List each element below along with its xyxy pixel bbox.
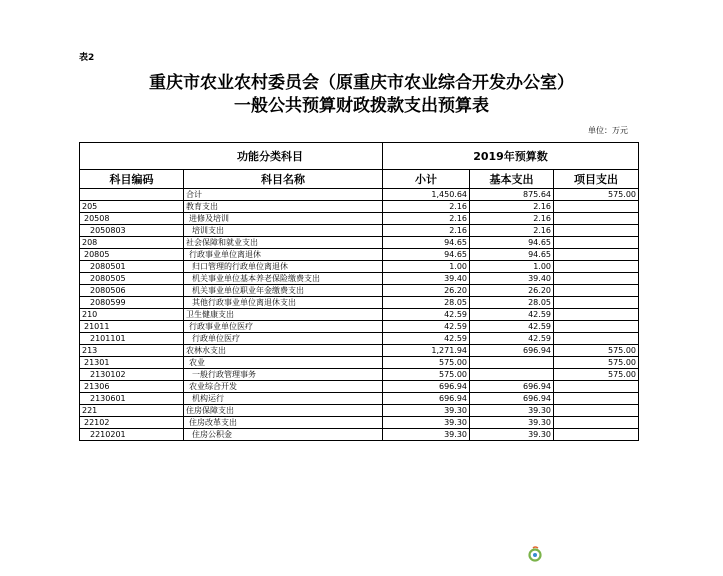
row-name: 社会保障和就业支出 xyxy=(184,237,383,249)
row-code: 210 xyxy=(80,309,184,321)
table-row xyxy=(80,237,639,249)
row-project: 575.00 xyxy=(554,369,639,381)
row-project xyxy=(554,321,639,333)
row-subtotal: 2.16 xyxy=(383,225,470,237)
row-name: 归口管理的行政单位离退休 xyxy=(184,261,383,273)
table-row xyxy=(80,261,639,273)
row-code: 2080505 xyxy=(80,273,184,285)
row-project xyxy=(554,261,639,273)
row-project xyxy=(554,201,639,213)
header-basic: 基本支出 xyxy=(470,170,554,189)
row-basic: 42.59 xyxy=(470,309,554,321)
table-row xyxy=(80,333,639,345)
row-basic: 696.94 xyxy=(470,393,554,405)
table-row xyxy=(80,309,639,321)
row-code: 208 xyxy=(80,237,184,249)
row-name: 其他行政事业单位离退休支出 xyxy=(184,297,383,309)
row-basic: 28.05 xyxy=(470,297,554,309)
row-subtotal: 94.65 xyxy=(383,249,470,261)
row-subtotal: 1,450.64 xyxy=(383,189,470,201)
row-project xyxy=(554,309,639,321)
row-subtotal: 28.05 xyxy=(383,297,470,309)
row-code: 22102 xyxy=(80,417,184,429)
row-subtotal: 575.00 xyxy=(383,369,470,381)
row-basic xyxy=(470,357,554,369)
row-code xyxy=(80,189,184,201)
title-line-1: 重庆市农业农村委员会（原重庆市农业综合开发办公室） xyxy=(149,73,574,93)
row-subtotal: 39.40 xyxy=(383,273,470,285)
row-subtotal: 575.00 xyxy=(383,357,470,369)
row-project: 575.00 xyxy=(554,357,639,369)
row-name: 一般行政管理事务 xyxy=(184,369,383,381)
row-basic: 39.30 xyxy=(470,405,554,417)
row-subtotal: 42.59 xyxy=(383,309,470,321)
row-subtotal: 1,271.94 xyxy=(383,345,470,357)
table-row xyxy=(80,297,639,309)
row-basic: 2.16 xyxy=(470,213,554,225)
row-subtotal: 26.20 xyxy=(383,285,470,297)
row-project xyxy=(554,417,639,429)
row-name: 行政事业单位离退休 xyxy=(184,249,383,261)
row-name: 住房公积金 xyxy=(184,429,383,441)
row-project: 575.00 xyxy=(554,345,639,357)
row-basic: 39.40 xyxy=(470,273,554,285)
row-subtotal: 39.30 xyxy=(383,429,470,441)
row-basic: 39.30 xyxy=(470,417,554,429)
row-code: 21301 xyxy=(80,357,184,369)
header-project: 项目支出 xyxy=(554,170,639,189)
row-project xyxy=(554,405,639,417)
title-line-2: 一般公共预算财政拨款支出预算表 xyxy=(234,96,489,116)
row-code: 2101101 xyxy=(80,333,184,345)
row-name: 机关事业单位基本养老保险缴费支出 xyxy=(184,273,383,285)
row-name: 农业综合开发 xyxy=(184,381,383,393)
row-name: 机构运行 xyxy=(184,393,383,405)
row-code: 2080506 xyxy=(80,285,184,297)
header-code: 科目编码 xyxy=(80,170,184,189)
row-subtotal: 94.65 xyxy=(383,237,470,249)
row-basic: 875.64 xyxy=(470,189,554,201)
row-code: 21306 xyxy=(80,381,184,393)
table-row xyxy=(80,345,639,357)
row-name: 行政事业单位医疗 xyxy=(184,321,383,333)
table-row xyxy=(80,213,639,225)
table-row xyxy=(80,405,639,417)
row-basic: 42.59 xyxy=(470,321,554,333)
row-basic: 696.94 xyxy=(470,381,554,393)
row-project: 575.00 xyxy=(554,189,639,201)
row-name: 合计 xyxy=(184,189,383,201)
row-code: 2130102 xyxy=(80,369,184,381)
table-row xyxy=(80,429,639,441)
header-name: 科目名称 xyxy=(184,170,383,189)
row-name: 机关事业单位职业年金缴费支出 xyxy=(184,285,383,297)
row-project xyxy=(554,237,639,249)
row-project xyxy=(554,429,639,441)
header-functional-classification: 功能分类科目 xyxy=(80,143,383,170)
table-row xyxy=(80,189,639,201)
table-row xyxy=(80,417,639,429)
row-subtotal: 2.16 xyxy=(383,201,470,213)
row-project xyxy=(554,333,639,345)
header-subtotal: 小计 xyxy=(383,170,470,189)
row-project xyxy=(554,225,639,237)
row-project xyxy=(554,249,639,261)
row-basic xyxy=(470,369,554,381)
row-project xyxy=(554,381,639,393)
watermark-logo-icon xyxy=(527,546,543,562)
row-subtotal: 42.59 xyxy=(383,333,470,345)
row-code: 2130601 xyxy=(80,393,184,405)
unit-label: 单位：万元 xyxy=(588,126,628,135)
row-basic: 94.65 xyxy=(470,249,554,261)
table-row xyxy=(80,285,639,297)
row-code: 221 xyxy=(80,405,184,417)
table-row xyxy=(80,201,639,213)
table-row xyxy=(80,249,639,261)
table-row xyxy=(80,369,639,381)
budget-table xyxy=(79,142,639,441)
table-row xyxy=(80,321,639,333)
row-subtotal: 39.30 xyxy=(383,417,470,429)
row-subtotal: 39.30 xyxy=(383,405,470,417)
row-subtotal: 2.16 xyxy=(383,213,470,225)
table-row xyxy=(80,357,639,369)
row-project xyxy=(554,213,639,225)
row-project xyxy=(554,393,639,405)
row-code: 2210201 xyxy=(80,429,184,441)
row-basic: 42.59 xyxy=(470,333,554,345)
row-basic: 2.16 xyxy=(470,225,554,237)
row-code: 20805 xyxy=(80,249,184,261)
row-basic: 1.00 xyxy=(470,261,554,273)
row-name: 培训支出 xyxy=(184,225,383,237)
row-basic: 26.20 xyxy=(470,285,554,297)
row-subtotal: 42.59 xyxy=(383,321,470,333)
row-basic: 2.16 xyxy=(470,201,554,213)
row-code: 213 xyxy=(80,345,184,357)
row-project xyxy=(554,285,639,297)
row-code: 2080501 xyxy=(80,261,184,273)
table-number-label: 表2 xyxy=(79,53,95,63)
row-subtotal: 696.94 xyxy=(383,393,470,405)
row-name: 教育支出 xyxy=(184,201,383,213)
row-code: 20508 xyxy=(80,213,184,225)
row-code: 2050803 xyxy=(80,225,184,237)
table-row xyxy=(80,273,639,285)
row-project xyxy=(554,273,639,285)
row-code: 2080599 xyxy=(80,297,184,309)
row-name: 住房保障支出 xyxy=(184,405,383,417)
row-subtotal: 1.00 xyxy=(383,261,470,273)
row-name: 行政单位医疗 xyxy=(184,333,383,345)
row-name: 进修及培训 xyxy=(184,213,383,225)
row-name: 卫生健康支出 xyxy=(184,309,383,321)
row-basic: 696.94 xyxy=(470,345,554,357)
row-name: 农林水支出 xyxy=(184,345,383,357)
table-row xyxy=(80,393,639,405)
row-code: 21011 xyxy=(80,321,184,333)
row-code: 205 xyxy=(80,201,184,213)
row-name: 农业 xyxy=(184,357,383,369)
row-subtotal: 696.94 xyxy=(383,381,470,393)
table-row xyxy=(80,381,639,393)
header-budget-year: 2019年预算数 xyxy=(383,143,639,170)
table-row xyxy=(80,225,639,237)
row-project xyxy=(554,297,639,309)
row-basic: 94.65 xyxy=(470,237,554,249)
row-name: 住房改革支出 xyxy=(184,417,383,429)
row-basic: 39.30 xyxy=(470,429,554,441)
